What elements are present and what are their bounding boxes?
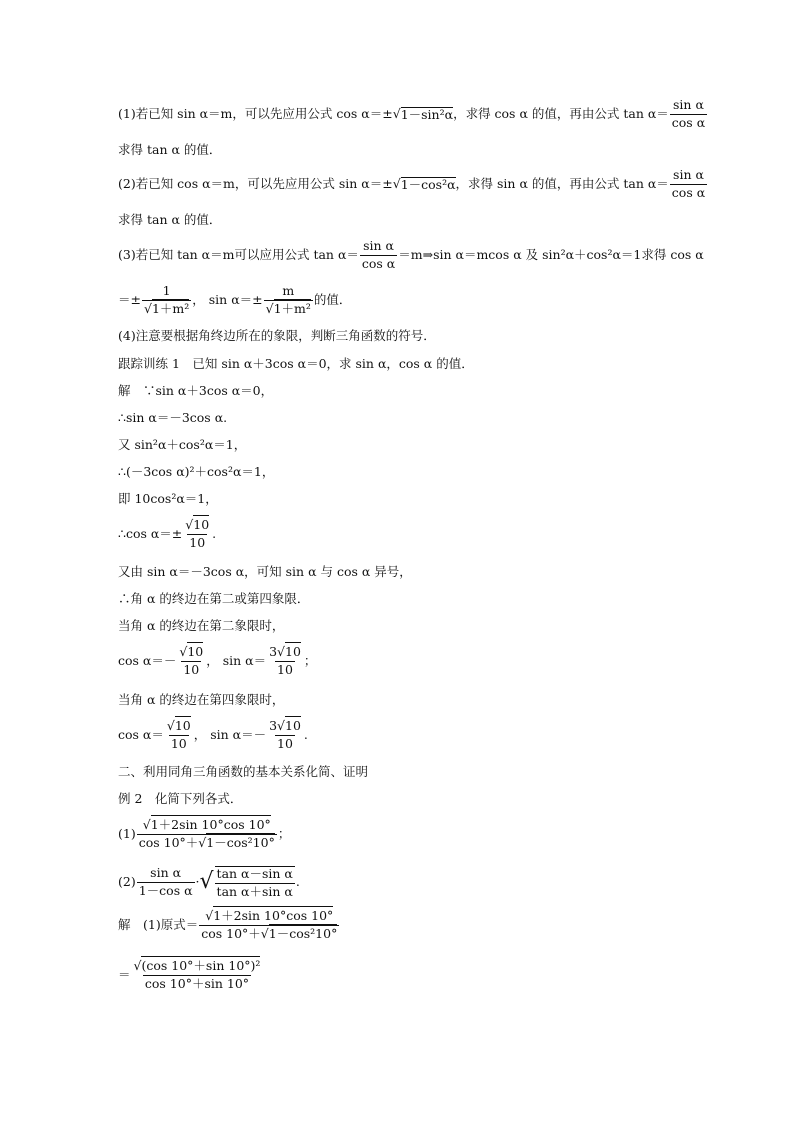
numerator: tan α－sin α [216, 866, 293, 881]
denominator: 10 [277, 661, 293, 677]
radicand: (cos 10°＋sin 10°)² [141, 958, 261, 973]
text: ∴角 α 的终边在第二或第四象限． [118, 591, 310, 606]
radicand: 1＋2sin 10°cos 10° [213, 908, 334, 923]
section-heading [118, 766, 368, 779]
text: . [295, 873, 300, 889]
denominator: 10 [170, 735, 187, 751]
numerator [165, 720, 193, 735]
radicand: 10 [285, 644, 301, 659]
sqrt-symbol: √ [185, 517, 194, 532]
solution-step [118, 646, 316, 676]
text: ，求得 sin α 的值，再由公式 tan α＝ [455, 175, 669, 191]
fraction [267, 720, 303, 750]
numerator: 3√10 [269, 644, 301, 659]
text: ＝m⇒sin α＝mcos α 及 sin²α＋cos²α＝1求得 cos α [398, 246, 704, 262]
fraction [264, 285, 313, 315]
radicand: 1＋2sin 10°cos 10° [150, 817, 271, 832]
numerator: 3√10 [269, 718, 301, 733]
text: 求得 tan α 的值． [118, 142, 222, 157]
sqrt-symbol: √ [277, 644, 286, 659]
denominator [142, 300, 191, 316]
radicand: 1－cos²10° [206, 834, 275, 850]
sqrt-symbol: √ [265, 300, 274, 316]
text: (2) [118, 873, 136, 889]
text: 即 10cos²α＝1， [118, 491, 218, 506]
text: ∴(－3cos α)²＋cos²α＝1， [118, 464, 275, 479]
text: cos 10°＋ [138, 834, 199, 850]
text: ＝ [118, 966, 131, 982]
numerator [183, 519, 211, 534]
text: 又由 sin α＝－3cos α，可知 sin α 与 cos α 异号， [118, 564, 412, 579]
sqrt-symbol: √ [143, 300, 152, 316]
denominator: tan α＋sin α [216, 883, 293, 899]
fraction [360, 240, 397, 270]
text: . [212, 525, 217, 541]
solution-step [118, 566, 412, 579]
radicand: 10 [285, 718, 301, 733]
exercise-1 [118, 358, 474, 371]
text: (3)若已知 tan α＝m可以应用公式 tan α＝ [118, 246, 359, 262]
text: ＝± [118, 291, 141, 307]
numerator [177, 646, 205, 661]
numerator: sin α [673, 97, 704, 112]
text: 求得 tan α 的值． [118, 212, 222, 227]
text: ， sin α＝± [192, 291, 263, 307]
formula-note-2 [118, 169, 708, 199]
sqrt-symbol: √ [205, 908, 214, 923]
example-2 [118, 793, 242, 806]
dot: · [195, 873, 200, 889]
numerator: sin α [673, 167, 704, 182]
sqrt-symbol: √ [392, 175, 401, 191]
fraction [137, 819, 277, 849]
denominator: 10 [189, 534, 206, 550]
sqrt-symbol: √ [198, 834, 207, 850]
formula-note-2-cont [118, 214, 221, 227]
text: (2)若已知 cos α＝m，可以先应用公式 sin α＝± [118, 175, 393, 191]
text: cos α＝－ [118, 652, 177, 668]
formula-note-3 [118, 240, 704, 270]
numerator [141, 819, 273, 834]
example-2-part-1 [118, 819, 290, 849]
fraction [199, 910, 339, 940]
text: 跟踪训练 1 已知 sin α＋3cos α＝0，求 sin α，cos α 的值． [118, 356, 474, 371]
text: ∴sin α＝－3cos α. [118, 410, 228, 425]
denominator: 1－cos α [138, 882, 193, 898]
text: 例 2 化简下列各式． [118, 791, 243, 806]
solution-step [118, 593, 309, 606]
fraction [670, 169, 707, 199]
text: ， sin α＝ [206, 652, 267, 668]
denominator: cos α [671, 184, 706, 200]
text: (1) [118, 825, 136, 841]
formula-note-3-cont [118, 285, 351, 315]
formula-note-1 [118, 99, 708, 129]
denominator: cos α [671, 114, 706, 130]
denominator: cos α [361, 255, 396, 271]
solution-1 [118, 910, 340, 940]
text: 的值． [313, 291, 352, 307]
radicand: 1－sin²α [400, 106, 454, 122]
denominator: 10 [277, 735, 293, 751]
text: cos 10°＋ [201, 925, 261, 941]
text: cos α＝ [118, 726, 164, 742]
numerator [203, 910, 335, 925]
text: 当角 α 的终边在第四象限时， [118, 692, 285, 707]
solution-step [118, 493, 218, 506]
sqrt-symbol: √ [133, 958, 142, 973]
denominator [199, 925, 339, 941]
denominator [264, 300, 313, 316]
denominator: 10 [183, 661, 200, 677]
fraction [670, 99, 707, 129]
solution-step [118, 519, 216, 549]
sqrt-symbol: √ [277, 718, 286, 733]
denominator [137, 834, 277, 850]
fraction [142, 285, 191, 315]
sqrt-symbol: √ [260, 925, 269, 941]
fraction [267, 646, 303, 676]
fraction [215, 866, 295, 898]
sqrt-symbol: √ [142, 817, 151, 832]
sqrt-symbol: √ [392, 105, 401, 121]
text: ，求得 cos α 的值，再由公式 tan α＝ [453, 105, 669, 121]
solution-step [118, 694, 284, 707]
sqrt-symbol: √ [179, 644, 188, 659]
text: 又 sin²α＋cos²α＝1， [118, 437, 247, 452]
text: 解 (1)原式＝ [118, 916, 199, 932]
radicand: 1＋m² [273, 300, 311, 316]
numerator [132, 960, 263, 975]
numerator: sin α [150, 865, 182, 880]
radicand: 1＋m² [151, 300, 190, 316]
text: ∴cos α＝± [118, 525, 183, 541]
sqrt-symbol: √ [199, 869, 214, 894]
fraction [183, 519, 211, 549]
formula-note-1-cont [118, 144, 221, 157]
radicand: 1－cos²10° [268, 925, 338, 941]
fraction [137, 867, 195, 897]
solution-step [118, 720, 308, 750]
radicand: 1－cos²α [400, 176, 456, 192]
text: ， sin α＝－ [193, 726, 267, 742]
numerator: sin α [363, 238, 395, 253]
text: (4)注意要根据角终边所在的象限，判断三角函数的符号． [118, 328, 436, 343]
text: ； [277, 825, 291, 841]
solution-step [118, 385, 273, 398]
numerator: m [282, 283, 295, 298]
radicand: 10 [174, 718, 191, 733]
solution-step [118, 412, 227, 425]
solution-step [118, 439, 246, 452]
numerator: 1 [162, 283, 171, 298]
fraction [177, 646, 205, 676]
sqrt-symbol: √ [166, 718, 175, 733]
radicand: 10 [187, 644, 204, 659]
solution-step [118, 466, 274, 479]
fraction [165, 720, 193, 750]
text: ； [303, 652, 317, 668]
text: 二、利用同角三角函数的基本关系化简、证明 [118, 764, 369, 779]
fraction [132, 960, 263, 990]
solution-1-step-2 [118, 960, 263, 990]
solution-step [118, 620, 284, 633]
text: (1)若已知 sin α＝m，可以先应用公式 cos α＝± [118, 105, 393, 121]
radicand: 10 [193, 517, 210, 532]
denominator: cos 10°＋sin 10° [144, 975, 250, 991]
text: . [303, 726, 308, 742]
formula-note-4 [118, 330, 436, 343]
text: 解 ∵sin α＋3cos α＝0， [118, 383, 274, 398]
text: 当角 α 的终边在第二象限时， [118, 618, 285, 633]
example-2-part-2 [118, 866, 300, 898]
